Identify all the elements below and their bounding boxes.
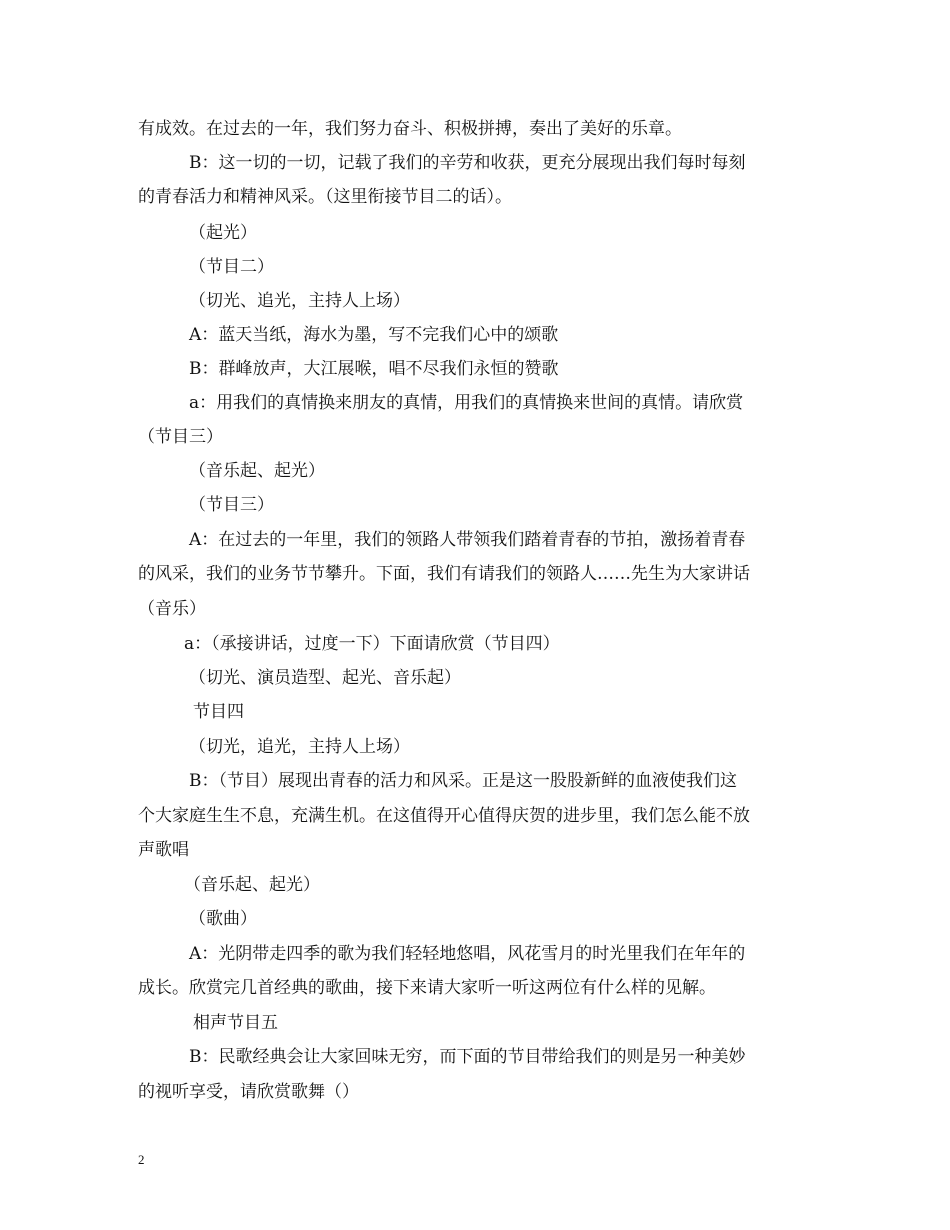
text-line-19: （切光，追光，主持人上场）: [189, 737, 410, 757]
text-line-1: 有成效。在过去的一年，我们努力奋斗、积极拼搏，奏出了美好的乐章。: [138, 119, 682, 139]
text-line-6: （切光、追光，主持人上场）: [189, 291, 410, 311]
text-line-27: 相声节目五: [193, 1013, 278, 1033]
text-line-15: （音乐）: [138, 599, 206, 619]
text-line-7: A：蓝天当纸，海水为墨，写不完我们心中的颂歌: [189, 325, 559, 345]
text-line-2: B：这一切的一切，记载了我们的辛劳和收获，更充分展现出我们每时每刻: [189, 153, 746, 173]
text-line-21: 个大家庭生生不息，充满生机。在这值得开心值得庆贺的进步里，我们怎么能不放: [138, 806, 750, 826]
text-line-26: 成长。欣赏完几首经典的歌曲，接下来请大家听一听这两位有什么样的见解。: [138, 978, 716, 998]
text-line-3: 的青春活力和精神风采。（这里衔接节目二的话）。: [138, 187, 512, 207]
text-line-10: （节目三）: [138, 427, 223, 447]
text-line-18: 节目四: [193, 702, 244, 722]
text-line-12: （节目三）: [189, 495, 274, 515]
text-line-9: a：用我们的真情换来朋友的真情，用我们的真情换来世间的真情。请欣赏: [189, 393, 744, 413]
text-line-20: B：（节目）展现出青春的活力和风采。正是这一股股新鲜的血液使我们这: [189, 771, 737, 791]
text-line-24: （歌曲）: [189, 909, 257, 929]
text-line-4: （起光）: [189, 223, 257, 243]
text-line-28: B：民歌经典会让大家回味无穷，而下面的节目带给我们的则是另一种美妙: [189, 1047, 746, 1067]
text-line-29: 的视听享受，请欣赏歌舞（）: [138, 1082, 359, 1102]
text-line-22: 声歌唱: [138, 840, 189, 860]
text-line-25: A：光阴带走四季的歌为我们轻轻地悠唱，风花雪月的时光里我们在年年的: [189, 944, 746, 964]
text-line-17: （切光、演员造型、起光、音乐起）: [189, 668, 461, 688]
page-number: 2: [138, 1152, 145, 1167]
text-line-14: 的风采，我们的业务节节攀升。下面，我们有请我们的领路人……先生为大家讲话: [138, 564, 750, 584]
text-line-5: （节目二）: [189, 257, 274, 277]
text-line-8: B：群峰放声，大江展喉，唱不尽我们永恒的赞歌: [189, 359, 559, 379]
text-line-23: （音乐起、起光）: [184, 875, 320, 895]
text-line-13: A：在过去的一年里，我们的领路人带领我们踏着青春的节拍，激扬着青春: [189, 530, 746, 550]
text-line-16: a：（承接讲话，过度一下）下面请欣赏（节目四）: [184, 634, 560, 654]
text-line-11: （音乐起、起光）: [189, 461, 325, 481]
